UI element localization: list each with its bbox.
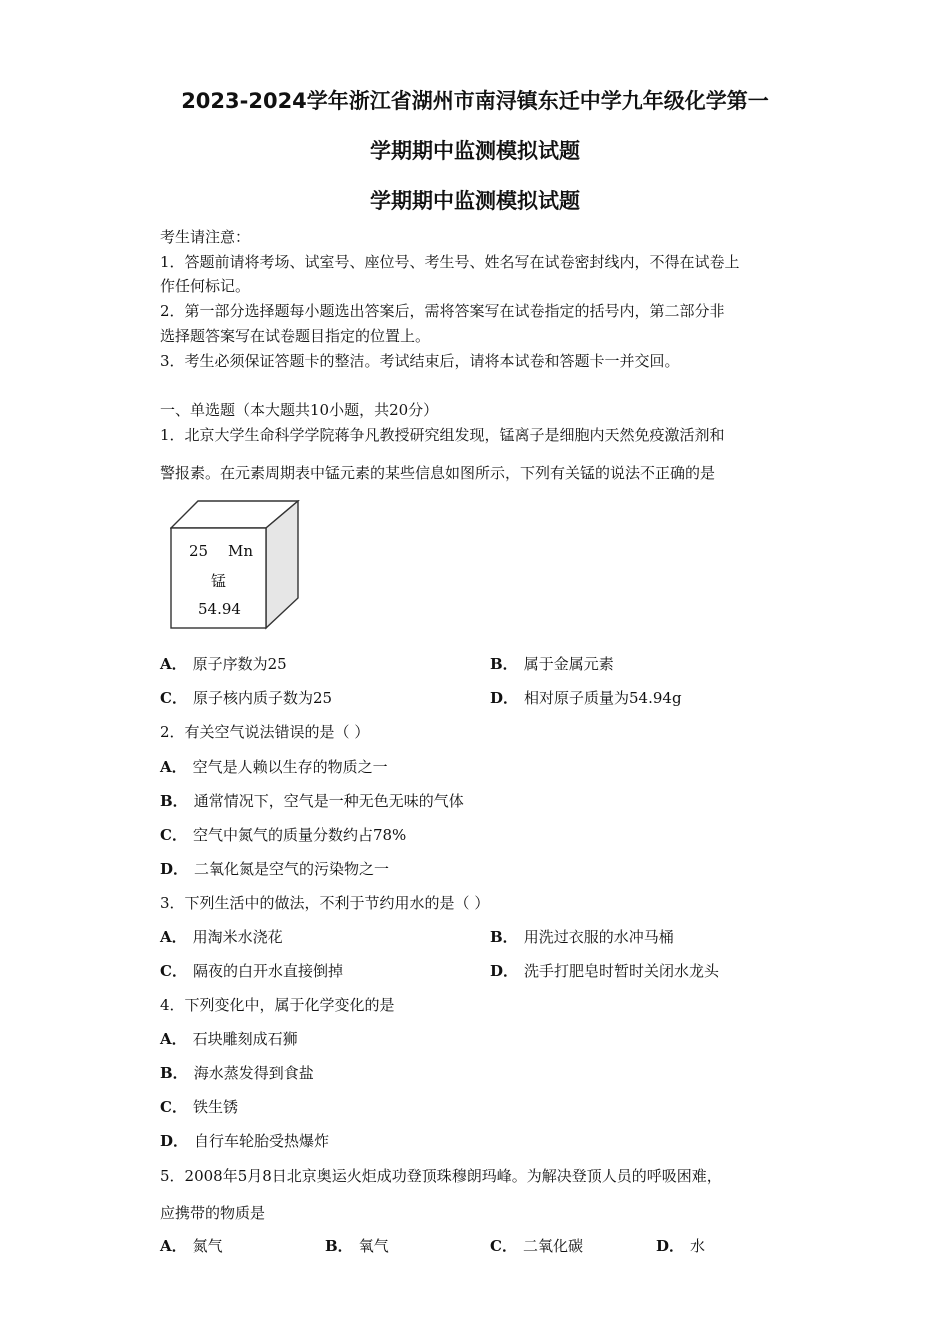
notice-heading: 考生请注意：: [160, 228, 251, 246]
question-2-option-d[interactable]: [160, 859, 389, 879]
option-letter: B．: [160, 792, 188, 810]
question-3-option-c[interactable]: [160, 961, 343, 981]
option-letter: A．: [160, 1030, 187, 1048]
element-atomic-mass: 54.94: [198, 600, 241, 618]
option-letter: A．: [160, 928, 187, 946]
option-letter: B．: [490, 655, 518, 673]
option-letter: C．: [160, 826, 187, 844]
option-text: 氧气: [358, 1237, 389, 1255]
option-letter: D．: [160, 860, 189, 878]
question-3-option-d[interactable]: [490, 961, 719, 981]
option-text: 氮气: [192, 1237, 223, 1255]
element-symbol: Mn: [228, 542, 254, 560]
document-title-line-1: 2023-2024学年浙江省湖州市南浔镇东迁中学九年级化学第一: [181, 89, 769, 113]
option-text: 洗手打肥皂时暂时关闭水龙头: [524, 962, 720, 980]
notice-line: 2．第一部分选择题每小题选出答案后，需将答案写在试卷指定的括号内，第二部分非: [160, 302, 725, 320]
question-2-stem: 2．有关空气说法错误的是（ ）: [160, 723, 370, 741]
option-letter: C．: [160, 689, 187, 707]
question-5-option-b[interactable]: [325, 1236, 389, 1256]
manganese-element-card: [170, 500, 300, 630]
option-text: 原子序数为25: [192, 655, 287, 673]
question-1-stem: 警报素。在元素周期表中锰元素的某些信息如图所示，下列有关锰的说法不正确的是: [160, 464, 716, 482]
element-name: 锰: [211, 572, 227, 590]
option-letter: B．: [325, 1237, 353, 1255]
option-text: 用洗过衣服的水冲马桶: [523, 928, 674, 946]
document-title-line-2: 学期期中监测模拟试题: [370, 139, 580, 163]
option-text: 通常情况下，空气是一种无色无味的气体: [193, 792, 464, 810]
question-5-option-a[interactable]: [160, 1236, 223, 1256]
option-letter: A．: [160, 655, 187, 673]
question-3-stem: 3．下列生活中的做法，不利于节约用水的是（ ）: [160, 894, 490, 912]
question-4-stem: 4．下列变化中，属于化学变化的是: [160, 996, 395, 1014]
option-text: 二氧化碳: [522, 1237, 583, 1255]
question-5-option-d[interactable]: [656, 1236, 705, 1256]
option-letter: B．: [490, 928, 518, 946]
option-text: 相对原子质量为54.94g: [524, 689, 682, 707]
element-atomic-number: 25: [189, 542, 209, 560]
option-letter: D．: [490, 689, 519, 707]
option-text: 铁生锈: [192, 1098, 238, 1116]
question-5-stem: 应携带的物质是: [160, 1204, 266, 1222]
option-letter: C．: [490, 1237, 517, 1255]
question-4-option-b[interactable]: [160, 1063, 314, 1083]
option-text: 属于金属元素: [523, 655, 614, 673]
option-text: 自行车轮胎受热爆炸: [194, 1132, 330, 1150]
option-text: 隔夜的白开水直接倒掉: [192, 962, 343, 980]
question-1-option-a[interactable]: [160, 654, 287, 674]
option-text: 用淘米水浇花: [192, 928, 283, 946]
question-4-option-a[interactable]: [160, 1029, 298, 1049]
option-letter: D．: [490, 962, 519, 980]
option-text: 水: [690, 1237, 706, 1255]
question-4-option-c[interactable]: [160, 1097, 238, 1117]
option-text: 石块雕刻成石狮: [192, 1030, 298, 1048]
option-letter: C．: [160, 962, 187, 980]
document-title-line-3: 学期期中监测模拟试题: [370, 189, 580, 213]
question-5-option-c[interactable]: [490, 1236, 583, 1256]
option-text: 原子核内质子数为25: [192, 689, 333, 707]
option-text: 空气中氮气的质量分数约占78%: [192, 826, 407, 844]
section-heading: 一、单选题（本大题共10小题，共20分）: [160, 401, 439, 419]
notice-line: 选择题答案写在试卷题目指定的位置上。: [160, 327, 431, 345]
question-2-option-c[interactable]: [160, 825, 406, 845]
notice-line: 1．答题前请将考场、试室号、座位号、考生号、姓名写在试卷密封线内，不得在试卷上: [160, 253, 740, 271]
question-2-option-b[interactable]: [160, 791, 464, 811]
notice-line: 3．考生必须保证答题卡的整洁。考试结束后，请将本试卷和答题卡一并交回。: [160, 352, 680, 370]
question-1-option-c[interactable]: [160, 688, 332, 708]
question-4-option-d[interactable]: [160, 1131, 329, 1151]
option-letter: C．: [160, 1098, 187, 1116]
option-letter: A．: [160, 758, 187, 776]
option-text: 二氧化氮是空气的污染物之一: [194, 860, 390, 878]
option-letter: D．: [656, 1237, 685, 1255]
question-3-option-b[interactable]: [490, 927, 674, 947]
question-1-stem: 1．北京大学生命科学学院蒋争凡教授研究组发现，锰离子是细胞内天然免疫激活剂和: [160, 426, 725, 444]
question-2-option-a[interactable]: [160, 757, 388, 777]
option-letter: A．: [160, 1237, 187, 1255]
question-3-option-a[interactable]: [160, 927, 283, 947]
option-letter: D．: [160, 1132, 189, 1150]
question-1-option-d[interactable]: [490, 688, 682, 708]
question-5-stem: 5．2008年5月8日北京奥运火炬成功登顶珠穆朗玛峰。为解决登顶人员的呼吸困难，: [160, 1167, 722, 1185]
question-1-option-b[interactable]: [490, 654, 614, 674]
option-text: 空气是人赖以生存的物质之一: [192, 758, 388, 776]
notice-line: 作任何标记。: [160, 277, 251, 295]
option-letter: B．: [160, 1064, 188, 1082]
option-text: 海水蒸发得到食盐: [193, 1064, 314, 1082]
